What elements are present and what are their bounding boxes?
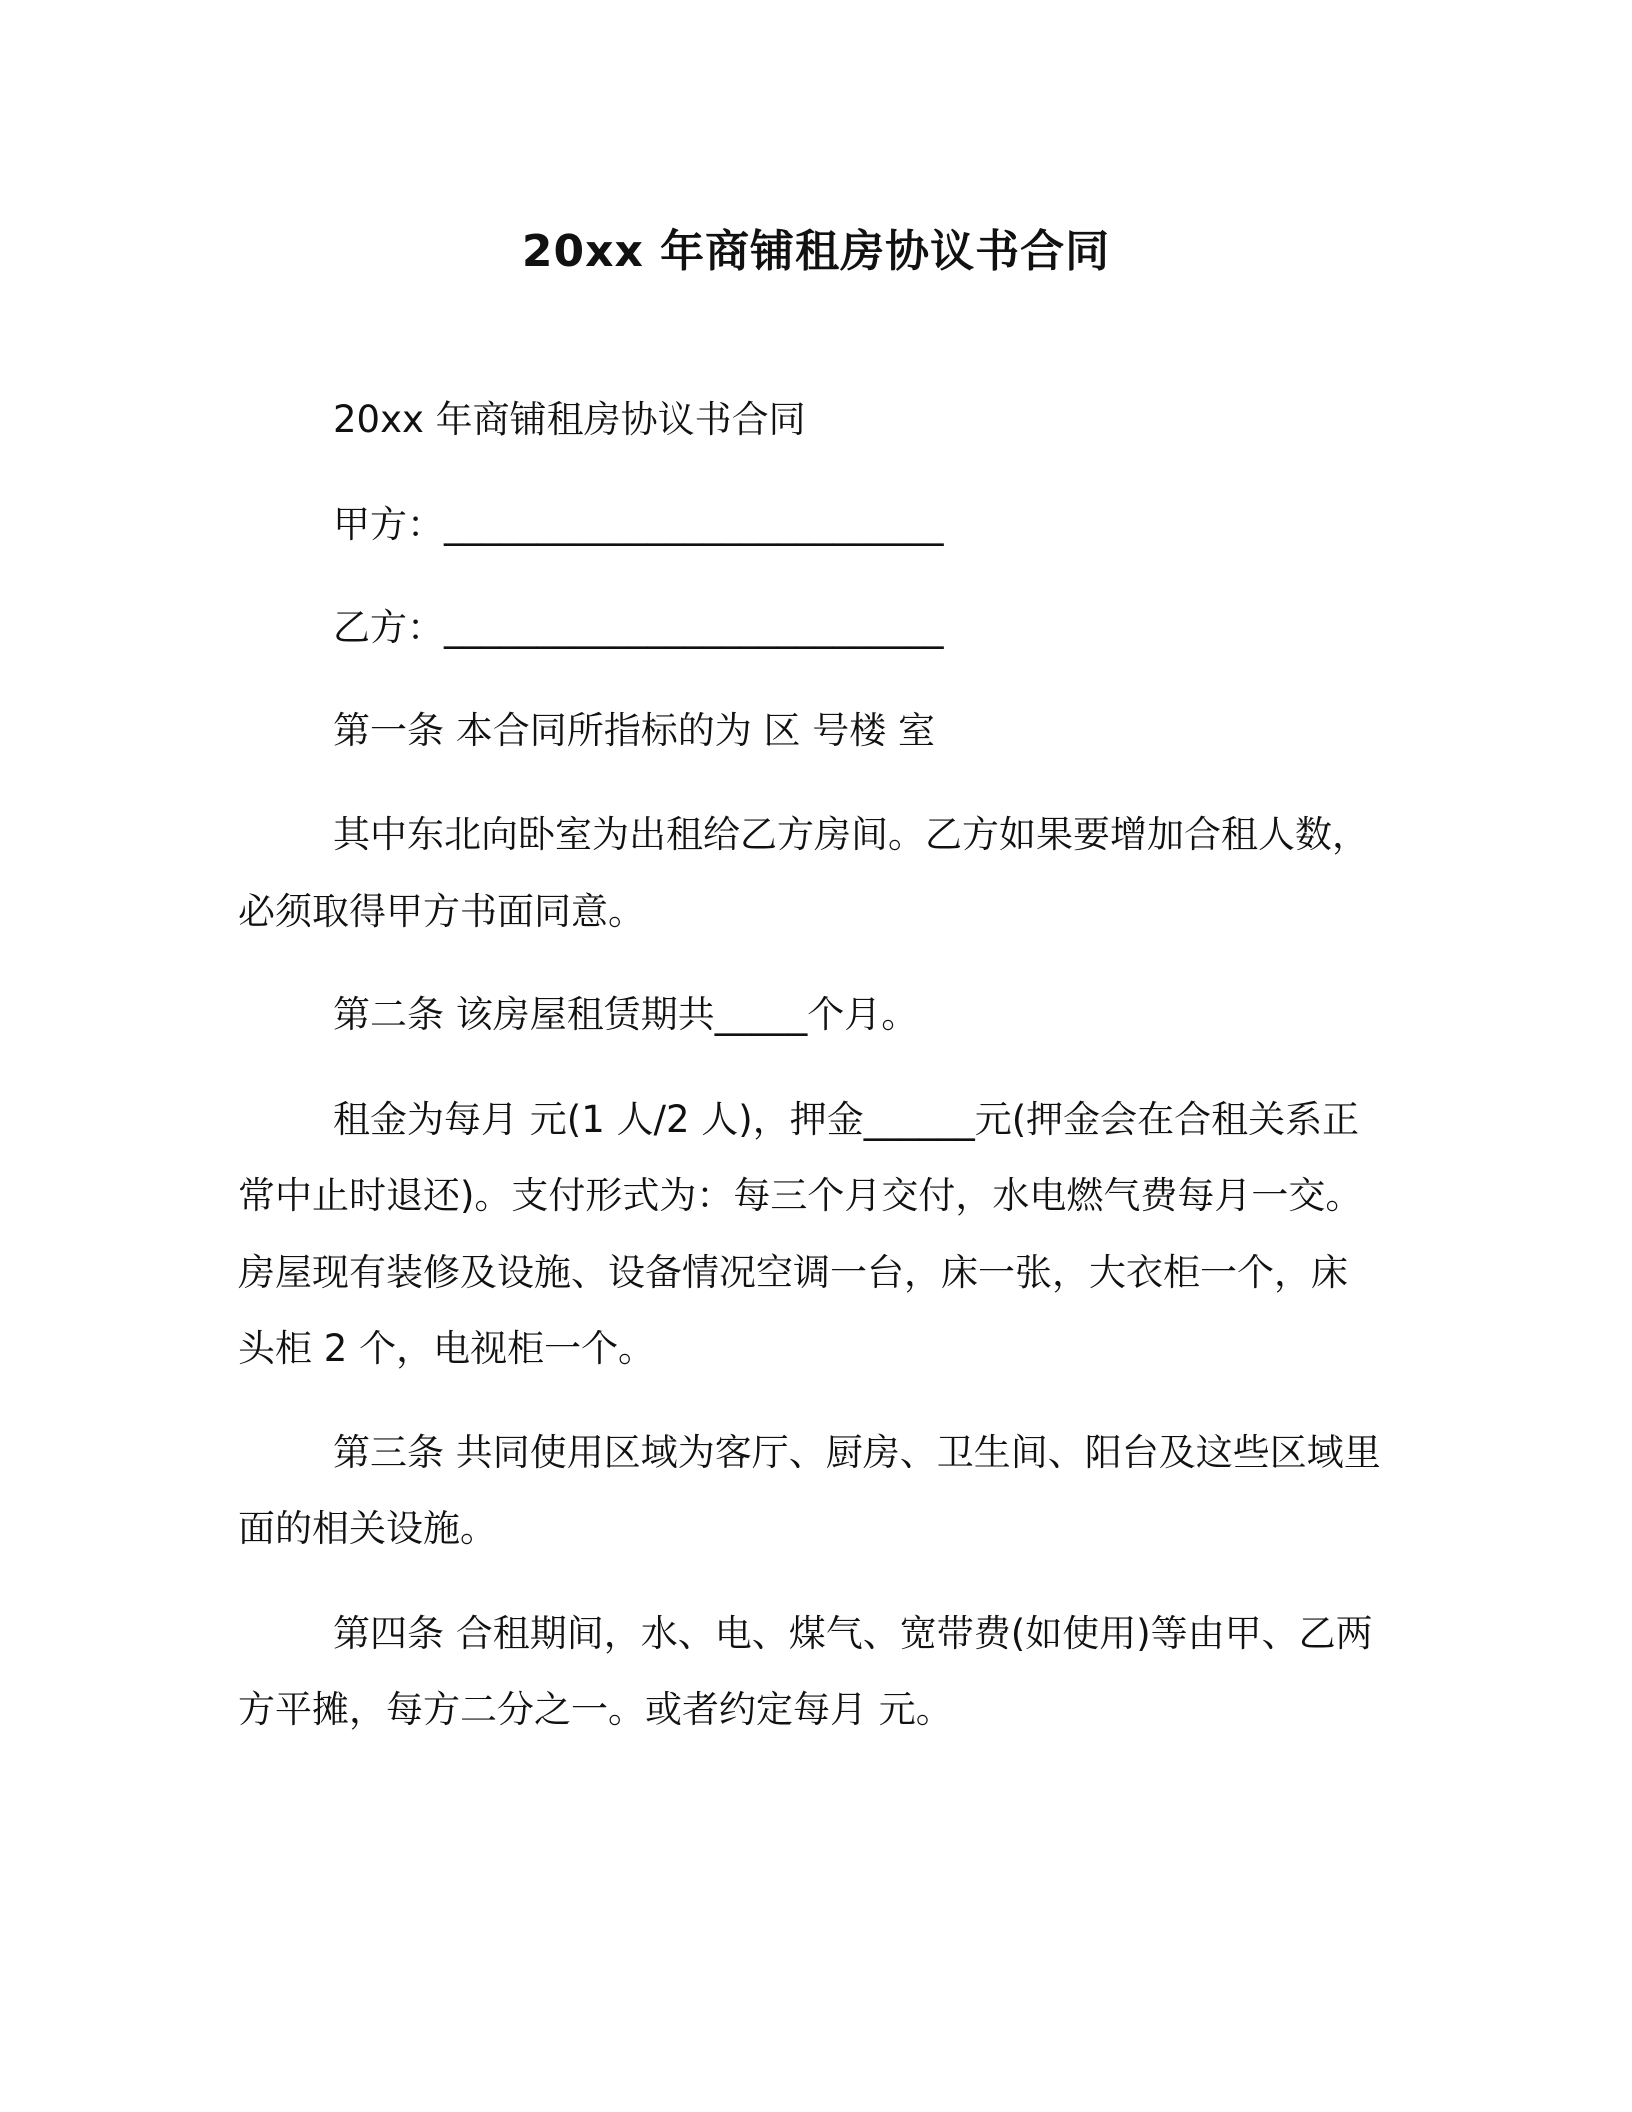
document-title: 20xx 年商铺租房协议书合同	[521, 226, 1111, 277]
paragraph-line: 常中止时退还)。支付形式为：每三个月交付，水电燃气费每月一交。	[238, 1174, 1363, 1217]
paragraph-line: 方平摊，每方二分之一。或者约定每月 元。	[238, 1688, 953, 1731]
paragraph-line: 面的相关设施。	[238, 1507, 497, 1550]
paragraph-line: 租金为每月 元(1 人/2 人)，押金______元(押金会在合租关系正	[333, 1098, 1360, 1141]
article-1-line: 第一条 本合同所指标的为 区 号楼 室	[333, 709, 936, 752]
article-3-line: 第三条 共同使用区域为客厅、厨房、卫生间、阳台及这些区域里	[333, 1431, 1381, 1474]
paragraph-line: 必须取得甲方书面同意。	[238, 890, 645, 933]
article-4-line: 第四条 合租期间，水、电、煤气、宽带费(如使用)等由甲、乙两	[333, 1612, 1373, 1655]
paragraph-line: 头柜 2 个，电视柜一个。	[238, 1327, 656, 1370]
article-2-line: 第二条 该房屋租赁期共_____个月。	[333, 993, 919, 1036]
party-b-line: 乙方：___________________________	[333, 606, 944, 649]
contract-heading: 20xx 年商铺租房协议书合同	[333, 398, 806, 441]
paragraph-line: 其中东北向卧室为出租给乙方房间。乙方如果要增加合租人数，	[333, 813, 1369, 856]
party-a-line: 甲方：___________________________	[333, 503, 944, 546]
paragraph-line: 房屋现有装修及设施、设备情况空调一台，床一张，大衣柜一个，床	[238, 1251, 1348, 1294]
